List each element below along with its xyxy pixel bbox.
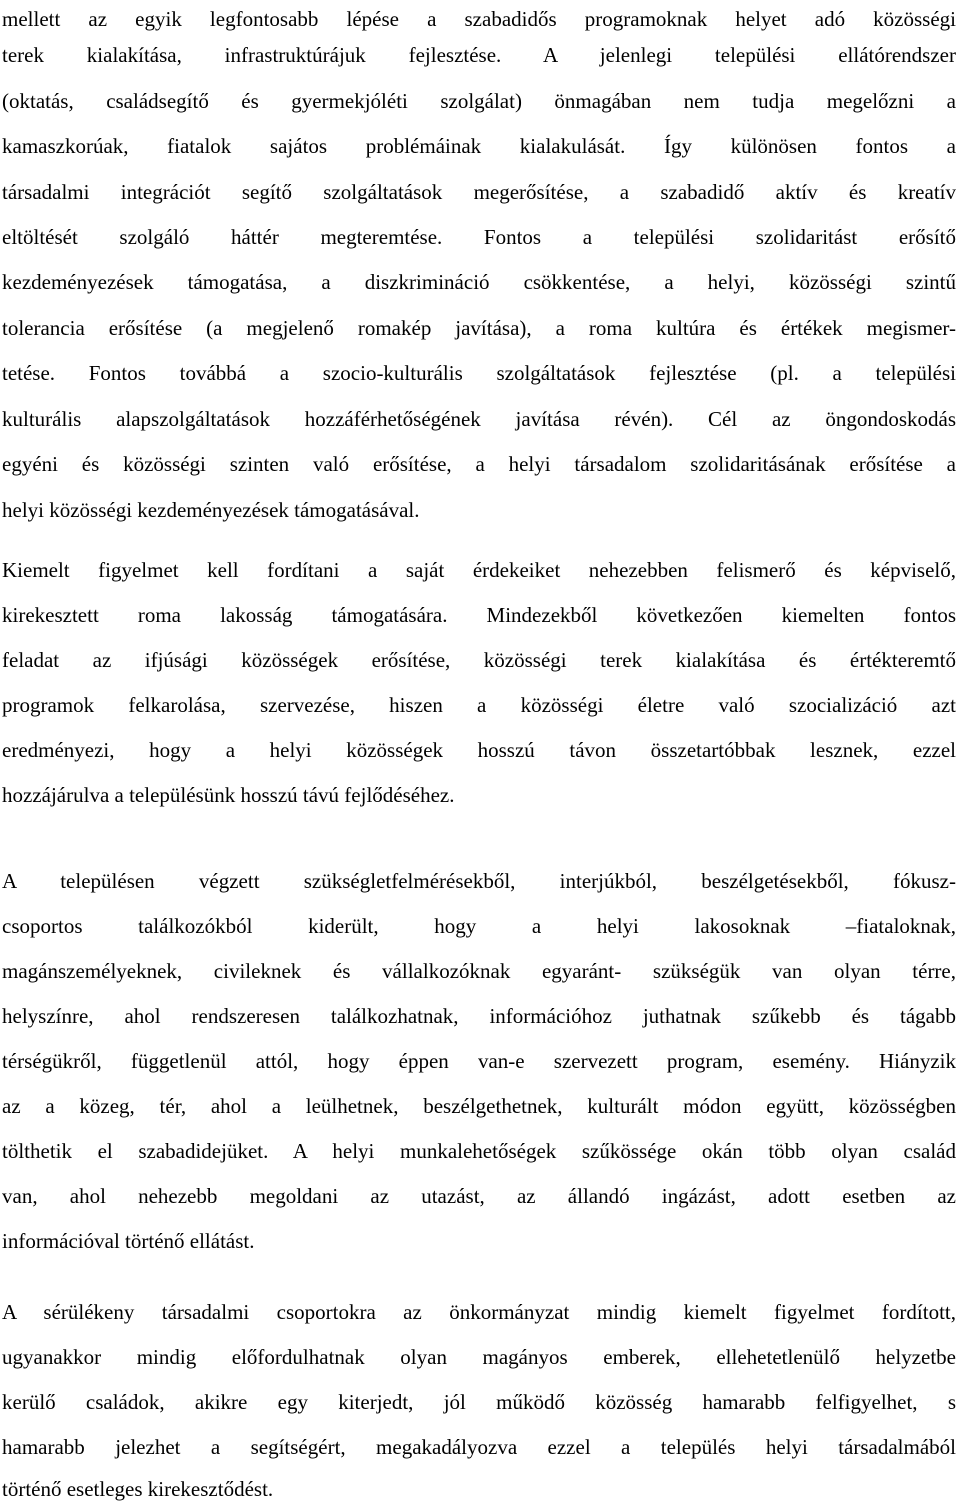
text-line: kezdeményezések támogatása, a diszkrimináció csökkentése, a helyi, közösségi szintű	[2, 270, 956, 294]
text-line: A településen végzett szükségletfelmérésekből, interjúkból, beszélgetésekből, fókusz-	[2, 869, 956, 893]
text-line: térségükről, függetlenül attól, hogy éppen van-e szervezett program, esemény. Hiányzik	[2, 1049, 956, 1073]
text-line: információval történő ellátást.	[2, 1229, 255, 1253]
text-line: az a közeg, tér, ahol a leülhetnek, beszélgethetnek, kulturált módon együtt, közösségben	[2, 1094, 956, 1118]
text-line: társadalmi integrációt segítő szolgáltatások megerősítése, a szabadidő aktív és kreatív	[2, 180, 956, 204]
text-line: van, ahol nehezebb megoldani az utazást, az állandó ingázást, adott esetben az	[2, 1184, 956, 1208]
text-line: Kiemelt figyelmet kell fordítani a saját érdekeiket nehezebben felismerő és képviselő,	[2, 558, 956, 582]
text-line: tölthetik el szabadidejüket. A helyi munkalehetőségek szűkössége okán több olyan család	[2, 1139, 956, 1163]
text-line: feladat az ifjúsági közösségek erősítése, közösségi terek kialakítása és értékteremtő	[2, 648, 956, 672]
text-line: hozzájárulva a településünk hosszú távú fejlődéséhez.	[2, 783, 455, 807]
text-line: (oktatás, családsegítő és gyermekjóléti szolgálat) önmagában nem tudja megelőzni a	[2, 89, 956, 113]
text-line: A sérülékeny társadalmi csoportokra az önkormányzat mindig kiemelt figyelmet fordított,	[2, 1300, 956, 1324]
text-line: eltöltését szolgáló háttér megteremtése. Fontos a települési szolidaritást erősítő	[2, 225, 956, 249]
text-line: magánszemélyeknek, civileknek és vállalkozóknak egyaránt- szükségük van olyan térre,	[2, 959, 956, 983]
text-line: kerülő családok, akikre egy kiterjedt, jól működő közösség hamarabb felfigyelhet, s	[2, 1390, 956, 1414]
text-line: történő esetleges kirekesztődést.	[2, 1477, 274, 1501]
text-line: tetése. Fontos továbbá a szocio-kulturális szolgáltatások fejlesztése (pl. a települési	[2, 361, 956, 385]
text-line: mellett az egyik legfontosabb lépése a szabadidős programoknak helyet adó közösségi	[2, 7, 956, 31]
text-line: tolerancia erősítése (a megjelenő romakép javítása), a roma kultúra és értékek megismer-	[2, 316, 956, 340]
text-line: kirekesztett roma lakosság támogatására. Mindezekből következően kiemelten fontos	[2, 603, 956, 627]
text-line: terek kialakítása, infrastruktúrájuk fejlesztése. A jelenlegi települési ellátórendszer	[2, 43, 956, 67]
text-line: kulturális alapszolgáltatások hozzáférhetőségének javítása révén). Cél az öngondoskodás	[2, 407, 956, 431]
text-line: kamaszkorúak, fiatalok sajátos problémáinak kialakulását. Így különösen fontos a	[2, 134, 956, 158]
text-line: egyéni és közösségi szinten való erősítése, a helyi társadalom szolidaritásának erősítése a	[2, 452, 956, 476]
text-line: helyi közösségi kezdeményezések támogatásával.	[2, 498, 420, 522]
text-line: programok felkarolása, szervezése, hiszen a közösségi életre való szocializáció azt	[2, 693, 956, 717]
text-line: ugyanakkor mindig előfordulhatnak olyan magányos emberek, ellehetetlenülő helyzetbe	[2, 1345, 956, 1369]
text-line: hamarabb jelezhet a segítségért, megakadályozva ezzel a település helyi társadalmából	[2, 1435, 956, 1459]
text-line: helyszínre, ahol rendszeresen találkozhatnak, információhoz juthatnak szűkebb és tágabb	[2, 1004, 956, 1028]
text-line: csoportos találkozókból kiderült, hogy a helyi lakosoknak –fiataloknak,	[2, 914, 956, 938]
text-line: eredményezi, hogy a helyi közösségek hosszú távon összetartóbbak lesznek, ezzel	[2, 738, 956, 762]
